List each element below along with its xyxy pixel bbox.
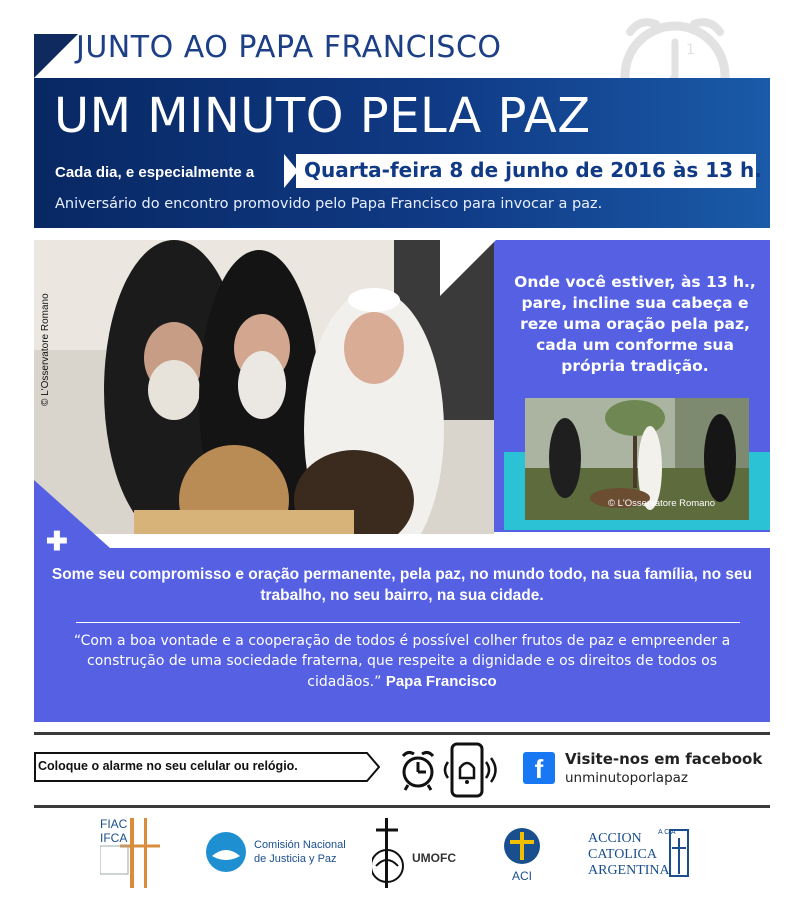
event-date: Quarta-feira 8 de junho de 2016 às 13 h. — [304, 158, 762, 182]
aca-logo — [586, 826, 706, 880]
pope-quote — [48, 632, 756, 693]
header-corner-triangle — [34, 34, 78, 78]
photo-credit — [40, 256, 54, 406]
facebook-handle[interactable]: unminutoporlapaz — [565, 770, 689, 786]
plus-icon: ✚ — [46, 526, 68, 556]
aca-line1: ACCION — [588, 831, 642, 846]
facebook-title[interactable]: Visite-nos em facebook — [565, 750, 763, 768]
umofc-logo-mark — [372, 818, 472, 892]
instruction-panel-corner — [440, 240, 496, 296]
small-photo-credit: © L'Osservatore Romano — [608, 498, 716, 509]
quote-divider — [76, 622, 740, 623]
aci-label: ACI — [512, 869, 533, 883]
cnjp-logo-mark — [204, 830, 364, 874]
aca-logo-mark — [586, 826, 706, 880]
aca-line3: ARGENTINA — [588, 863, 670, 878]
umofc-label: UMOFC — [412, 851, 456, 865]
photo-credit-text: © L'Osservatore Romano — [40, 293, 51, 406]
umofc-logo — [372, 818, 472, 892]
lead-text: Cada dia, e especialmente a — [55, 164, 255, 181]
aci-logo-mark — [498, 826, 546, 886]
alarm-phone-icons — [398, 740, 502, 800]
alarm-clock-small-icon — [403, 752, 433, 790]
photo-credit-label: L'Osservatore Romano — [40, 293, 51, 396]
anniversary-text: Aniversário do encontro promovido pelo Papa Francisco para invocar a paz. — [55, 196, 603, 212]
aca-line2: CATOLICA — [588, 847, 657, 862]
facebook-icon[interactable]: f — [523, 752, 555, 784]
commitment-text: Some seu compromisso e oração permanente, pela paz, no mundo todo, na sua família, no seu trabalho, no seu bairro, na sua cidade. — [51, 566, 753, 604]
svg-text:IFCA: IFCA — [100, 831, 128, 845]
divider-top — [34, 732, 770, 735]
aci-logo — [498, 826, 546, 886]
cnjp-line2: de Justicia y Paz — [254, 853, 337, 865]
aca-badge: A C A — [658, 829, 676, 836]
pope-quote-text: “Com a boa vontade e a cooperação de todos é possível colher frutos de paz e empreender a construção de uma sociedade fraterna, que respeite a dignidade e os direitos de todos os cidadãos.” — [73, 633, 731, 691]
cnjp-logo — [204, 830, 364, 874]
header-subtitle: JUNTO AO PAPA FRANCISCO — [76, 30, 502, 65]
svg-text:1: 1 — [686, 42, 695, 58]
pope-quote-author: Papa Francisco — [385, 673, 497, 691]
small-photo-credit-label: L'Osservatore Romano — [617, 498, 716, 509]
fiac-logo — [100, 816, 190, 892]
fiac-logo-mark — [100, 816, 190, 892]
phone-bell-icon — [445, 744, 496, 796]
instruction-text: Onde você estiver, às 13 h., pare, incline sua cabeça e reze uma oração pela paz, cada um conforme sua própria tradição. — [514, 273, 756, 375]
alarm-instruction: Coloque o alarme no seu celular ou relógio. — [38, 759, 298, 773]
page-title: UM MINUTO PELA PAZ — [54, 88, 591, 144]
svg-text:FIAC: FIAC — [100, 817, 128, 831]
cnjp-line1: Comisión Nacional — [254, 839, 346, 851]
divider-bottom — [34, 805, 770, 808]
